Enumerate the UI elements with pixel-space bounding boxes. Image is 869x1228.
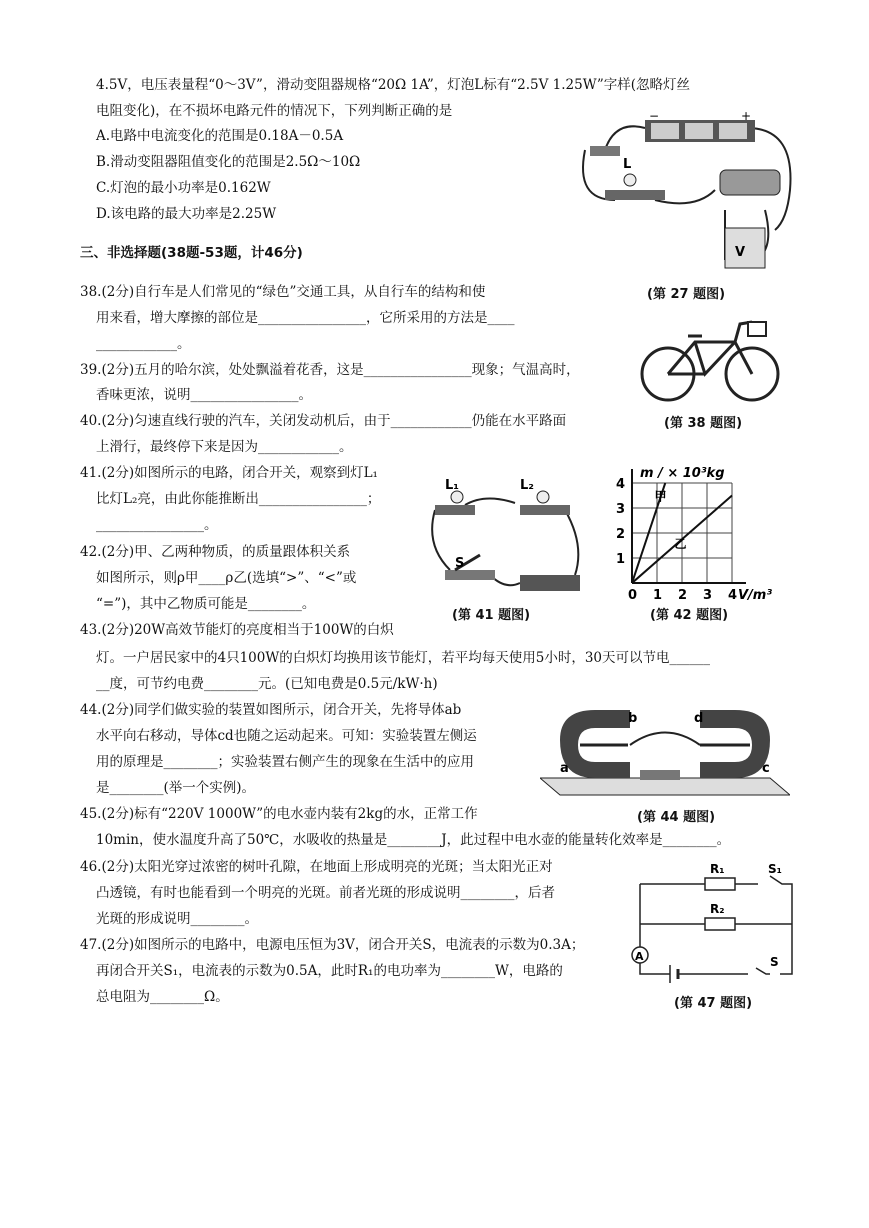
x-tick-label: 4	[728, 588, 738, 603]
label-d: d	[694, 711, 704, 726]
x-tick-label: 3	[703, 588, 713, 603]
question-44-line-3: 用的原理是________；实验装置右侧产生的现象在生活中的应用	[96, 754, 474, 770]
section-heading: 三、非选择题(38题-53题，计46分)	[80, 245, 303, 261]
question-42-line-1: 42.(2分)甲、乙两种物质，的质量跟体积关系	[80, 544, 351, 560]
y-tick-label: 4	[616, 477, 626, 492]
figure-44-apparatus	[540, 700, 790, 800]
r1-label: R₁	[710, 862, 725, 876]
voltmeter-label: V	[735, 245, 746, 260]
question-46-line-3: 光斑的形成说明________。	[96, 911, 258, 927]
question-44-line-1: 44.(2分)同学们做实验的装置如图所示，闭合开关，先将导体ab	[80, 702, 462, 718]
question-43-line-1: 43.(2分)20W高效节能灯的亮度相当于100W的白炽	[80, 622, 394, 638]
lamp-l1-label: L₁	[445, 478, 459, 493]
ammeter-label: A	[635, 950, 644, 963]
question-38-line-1: 38.(2分)自行车是人们常见的“绿色”交通工具，从自行车的结构和使	[80, 284, 486, 300]
question-37-line-1: 4.5V，电压表量程“0～3V”，滑动变阻器规格“20Ω 1A”，灯泡L标有“2.5V 1.25W”字样(忽略灯丝	[96, 77, 690, 93]
battery-plus-label: +	[741, 110, 752, 123]
option-d: D.该电路的最大功率是2.25W	[96, 206, 277, 222]
y-tick-label: 3	[616, 502, 626, 517]
question-45-line-2: 10min，使水温度升高了50℃，水吸收的热量是________J，此过程中电水壶的能量转化效率是________。	[96, 832, 731, 848]
question-43-line-3: __度，可节约电费________元。(已知电费是0.5元/kW·h)	[96, 676, 438, 692]
question-42-line-2: 如图所示，则ρ甲____ρ乙(选填“>”、“<”或	[96, 570, 357, 586]
x-tick-label: 0	[628, 588, 638, 603]
x-tick-label: 2	[678, 588, 688, 603]
figure-42-caption: (第 42 题图)	[650, 608, 729, 623]
label-b: b	[628, 711, 638, 726]
switch-s-label: S	[455, 556, 465, 571]
x-tick-label: 1	[653, 588, 663, 603]
figure-27-caption: (第 27 题图)	[647, 287, 726, 302]
option-b: B.滑动变阻器阻值变化的范围是2.5Ω～10Ω	[96, 154, 361, 170]
series-label: 乙	[674, 537, 687, 551]
r2-label: R₂	[710, 902, 725, 916]
question-46-line-1: 46.(2分)太阳光穿过浓密的树叶孔隙，在地面上形成明亮的光斑；当太阳光正对	[80, 859, 553, 875]
question-47-line-3: 总电阻为________Ω。	[96, 989, 229, 1005]
question-41-line-1: 41.(2分)如图所示的电路，闭合开关，观察到灯L₁	[80, 465, 378, 481]
question-38-line-3: ____________。	[96, 336, 191, 352]
figure-41-caption: (第 41 题图)	[452, 608, 531, 623]
question-42-line-3: “=”)，其中乙物质可能是________。	[96, 596, 316, 612]
question-44-line-2: 水平向右移动，导体cd也随之运动起来。可知：实验装置左侧运	[96, 728, 477, 744]
question-41-line-3: ________________。	[96, 517, 218, 533]
y-tick-label: 1	[616, 552, 626, 567]
battery-minus-label: −	[649, 110, 660, 123]
question-44-line-4: 是________(举一个实例)。	[96, 780, 256, 796]
question-40-line-1: 40.(2分)匀速直线行驶的汽车，关闭发动机后，由于____________仍能在水平路面	[80, 413, 567, 429]
figure-47-caption: (第 47 题图)	[674, 996, 753, 1011]
question-47-line-1: 47.(2分)如图所示的电路中，电源电压恒为3V，闭合开关S，电流表的示数为0.3A；	[80, 937, 585, 953]
figure-38-caption: (第 38 题图)	[664, 416, 743, 431]
s-label: S	[770, 955, 779, 969]
s1-label: S₁	[768, 862, 782, 876]
figure-27-circuit	[575, 110, 805, 280]
question-47-line-2: 再闭合开关S₁，电流表的示数为0.5A，此时R₁的电功率为________W，电路的	[96, 963, 563, 979]
lamp-label: L	[623, 157, 632, 172]
figure-41-circuit	[425, 475, 585, 595]
y-tick-label: 2	[616, 527, 626, 542]
label-c: c	[762, 761, 770, 776]
question-40-line-2: 上滑行，最终停下来是因为____________。	[96, 439, 353, 455]
question-37-line-2: 电阻变化)，在不损坏电路元件的情况下，下列判断正确的是	[96, 103, 453, 119]
question-46-line-2: 凸透镜，有时也能看到一个明亮的光斑。前者光斑的形成说明________，后者	[96, 885, 555, 901]
lamp-l2-label: L₂	[520, 478, 534, 493]
question-41-line-2: 比灯L₂亮，由此你能推断出________________；	[96, 491, 381, 507]
y-axis-label: m / × 10³kg	[640, 466, 725, 481]
series-label: 甲	[654, 489, 667, 504]
question-39-line-2: 香味更浓，说明________________。	[96, 387, 312, 403]
x-axis-label: V/m³	[738, 588, 773, 603]
question-43-line-2: 灯。一户居民家中的4只100W的白炽灯均换用该节能灯，若平均每天使用5小时，30天可以节电______	[96, 650, 710, 666]
figure-44-caption: (第 44 题图)	[637, 810, 716, 825]
question-45-line-1: 45.(2分)标有“220V 1000W”的电水壶内装有2kg的水，正常工作	[80, 806, 478, 822]
figure-38-bicycle	[640, 312, 780, 407]
figure-47-circuit	[630, 862, 800, 987]
question-38-line-2: 用来看，增大摩擦的部位是________________，它所采用的方法是____	[96, 310, 515, 326]
label-a: a	[560, 761, 569, 776]
option-c: C.灯泡的最小功率是0.162W	[96, 180, 271, 196]
figure-42-chart	[610, 458, 790, 603]
question-39-line-1: 39.(2分)五月的哈尔滨，处处飘溢着花香，这是________________现象；气温高时，	[80, 362, 580, 378]
option-a: A.电路中电流变化的范围是0.18A－0.5A	[96, 128, 344, 144]
